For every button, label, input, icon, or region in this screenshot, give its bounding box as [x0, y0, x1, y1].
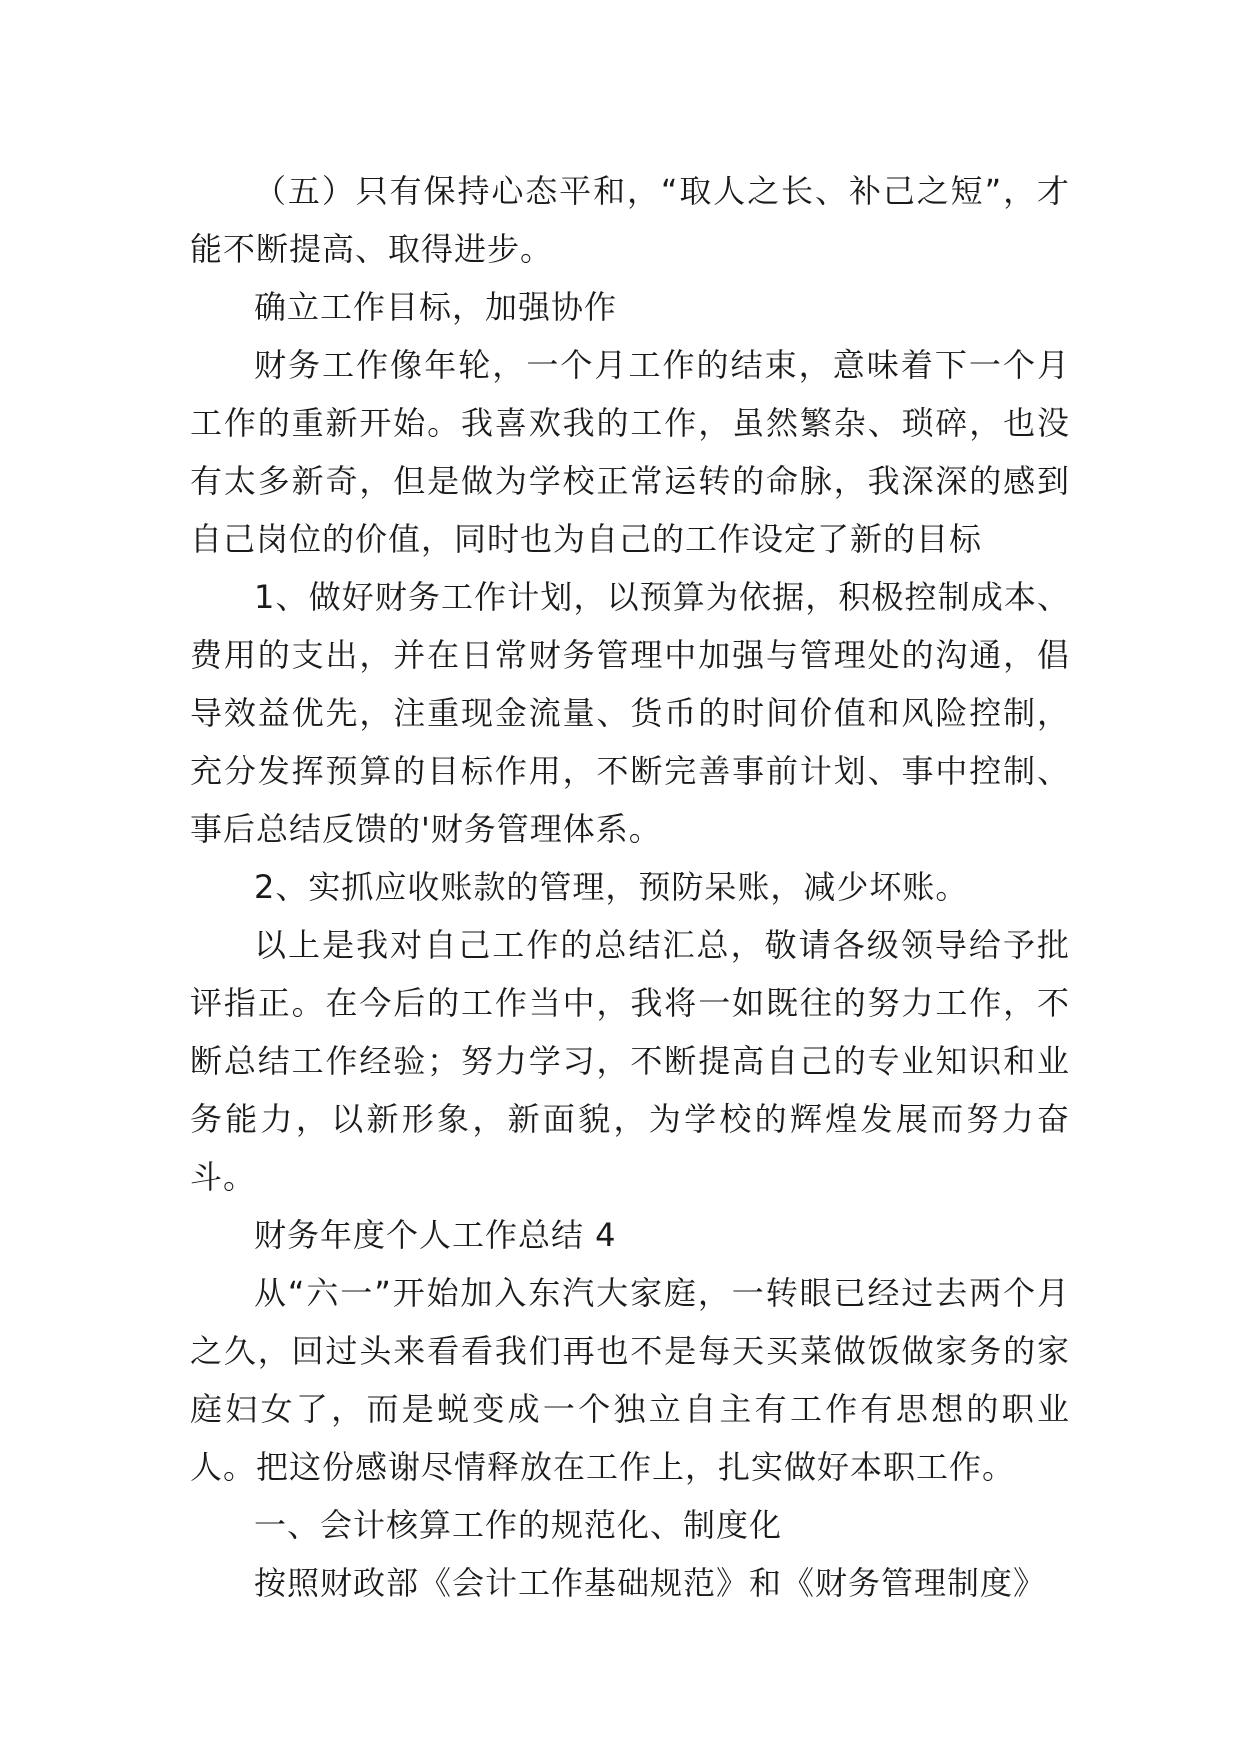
paragraph-receivables: 2、实抓应收账款的管理，预防呆账，减少坏账。: [254, 868, 969, 906]
section-heading-summary-4: 财务年度个人工作总结 4: [254, 1216, 617, 1254]
section-heading-accounting: 一、会计核算工作的规范化、制度化: [254, 1506, 783, 1544]
paragraph-dongqi: 从“六一”开始加入东汽大家庭，一转眼已经过去两个月之久，回过头来看看我们再也不是每天买菜做饭做家务的家庭妇女了，而是蜕变成一个独立自主有工作有思想的职业人。把这份感谢尽情释放在工作上，扎实做好本职工作。: [190, 1274, 1070, 1486]
paragraph-annual-ring: 财务工作像年轮，一个月工作的结束，意味着下一个月工作的重新开始。我喜欢我的工作，虽然繁杂、琐碎，也没有太多新奇，但是做为学校正常运转的命脉，我深深的感到自己岗位的价值，同时也为自己的工作设定了新的目标: [190, 346, 1070, 558]
paragraph-attitude: （五）只有保持心态平和，“取人之长、补己之短”，才能不断提高、取得进步。: [190, 172, 1070, 268]
paragraph-plan: 1、做好财务工作计划，以预算为依据，积极控制成本、费用的支出，并在日常财务管理中加强与管理处的沟通，倡导效益优先，注重现金流量、货币的时间价值和风险控制，充分发挥预算的目标作用，不断完善事前计划、事中控制、事后总结反馈的'财务管理体系。: [190, 578, 1070, 848]
paragraph-conclusion: 以上是我对自己工作的总结汇总，敬请各级领导给予批评指正。在今后的工作当中，我将一如既往的努力工作，不断总结工作经验；努力学习，不断提高自己的专业知识和业务能力，以新形象，新面貌，为学校的辉煌发展而努力奋斗。: [190, 926, 1070, 1196]
document-body: [190, 162, 1070, 1612]
section-heading-goals: 确立工作目标，加强协作: [254, 288, 618, 326]
paragraph-regulations: 按照财政部《会计工作基础规范》和《财务管理制度》: [254, 1564, 1047, 1602]
